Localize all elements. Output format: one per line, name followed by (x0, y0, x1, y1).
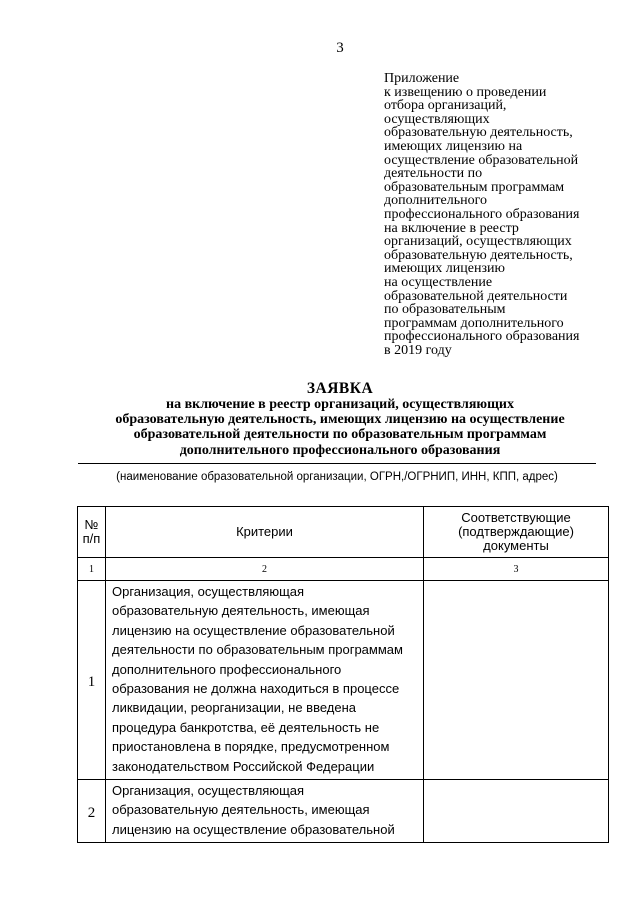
documents-cell (424, 581, 609, 780)
column-index: 1 (78, 558, 106, 581)
criteria-table (77, 506, 609, 843)
page-number: 3 (336, 40, 344, 56)
criteria-line: ликвидации, реорганизации, не введена (112, 700, 356, 716)
appendix-line: образовательным программам (384, 179, 565, 195)
table-row (78, 780, 609, 843)
criteria-line: образовательную деятельность, имеющая (112, 603, 370, 619)
application-title-block (70, 381, 610, 458)
criteria-line: Организация, осуществляющая (112, 584, 305, 599)
appendix-line: отбора организаций, (384, 98, 507, 114)
table-row (78, 581, 609, 780)
appendix-line: осуществляющих (384, 111, 490, 127)
criteria-line: процедура банкротства, её деятельность не (112, 719, 380, 735)
header-documents: Соответствующие (подтверждающие) документы (424, 507, 609, 558)
appendix-line: деятельности по (384, 166, 483, 182)
appendix-line: профессионального образования (384, 329, 580, 345)
criteria-line: лицензию на осуществление образовательной (112, 622, 395, 638)
title-subline: образовательной деятельности по образовательным программам (133, 427, 547, 443)
column-index-row (78, 558, 609, 581)
appendix-line: программам дополнительного (384, 315, 564, 331)
document-title: ЗАЯВКА (306, 380, 374, 397)
documents-cell (424, 780, 609, 843)
header-number: № п/п (78, 507, 106, 558)
header-criteria: Критерии (106, 507, 424, 558)
criteria-line: лицензию на осуществление образовательной (112, 821, 395, 837)
criteria-line: законодательством Российской Федерации (112, 758, 375, 774)
title-subline: образовательную деятельность, имеющих лицензию на осуществление (115, 412, 565, 428)
criteria-line: деятельности по образовательным программам (112, 642, 403, 658)
appendix-line: осуществление образовательной (384, 152, 579, 168)
criteria-cell (106, 780, 424, 843)
appendix-note (384, 72, 624, 357)
appendix-line: образовательной деятельности (384, 288, 568, 304)
appendix-line: организаций, осуществляющих (384, 234, 572, 250)
appendix-line: к извещению о проведении (384, 84, 547, 100)
appendix-line: по образовательным (384, 302, 506, 318)
appendix-line: в 2019 году (384, 342, 452, 358)
appendix-line: профессионального образования (384, 206, 580, 222)
organization-fill-line (78, 463, 596, 464)
criteria-cell (106, 581, 424, 780)
criteria-line: образования не должна находиться в процессе (112, 681, 400, 697)
criteria-line: дополнительного профессионального (112, 661, 342, 677)
appendix-line: имеющих лицензию (384, 261, 505, 277)
appendix-line: Приложение (384, 71, 460, 86)
appendix-line: образовательную деятельность, (384, 247, 573, 263)
title-subline: на включение в реестр организаций, осуществляющих (166, 397, 514, 412)
criteria-line: приостановлена в порядке, предусмотренном (112, 739, 390, 755)
appendix-line: на включение в реестр (384, 220, 519, 236)
appendix-line: имеющих лицензию на (384, 138, 523, 154)
column-index: 2 (106, 558, 424, 581)
appendix-line: образовательную деятельность, (384, 125, 573, 141)
appendix-line: на осуществление (384, 274, 493, 290)
column-index: 3 (424, 558, 609, 581)
row-number: 1 (78, 581, 106, 780)
criteria-line: Организация, осуществляющая (112, 783, 305, 799)
criteria-line: образовательную деятельность, имеющая (112, 802, 370, 818)
title-subline: дополнительного профессионального образования (179, 442, 501, 458)
appendix-line: дополнительного (384, 193, 487, 209)
table-header-row (78, 507, 609, 558)
organization-caption: (наименование образовательной организации, ОГРН,/ОГРНИП, ИНН, КПП, адрес) (116, 471, 558, 483)
row-number: 2 (78, 780, 106, 843)
